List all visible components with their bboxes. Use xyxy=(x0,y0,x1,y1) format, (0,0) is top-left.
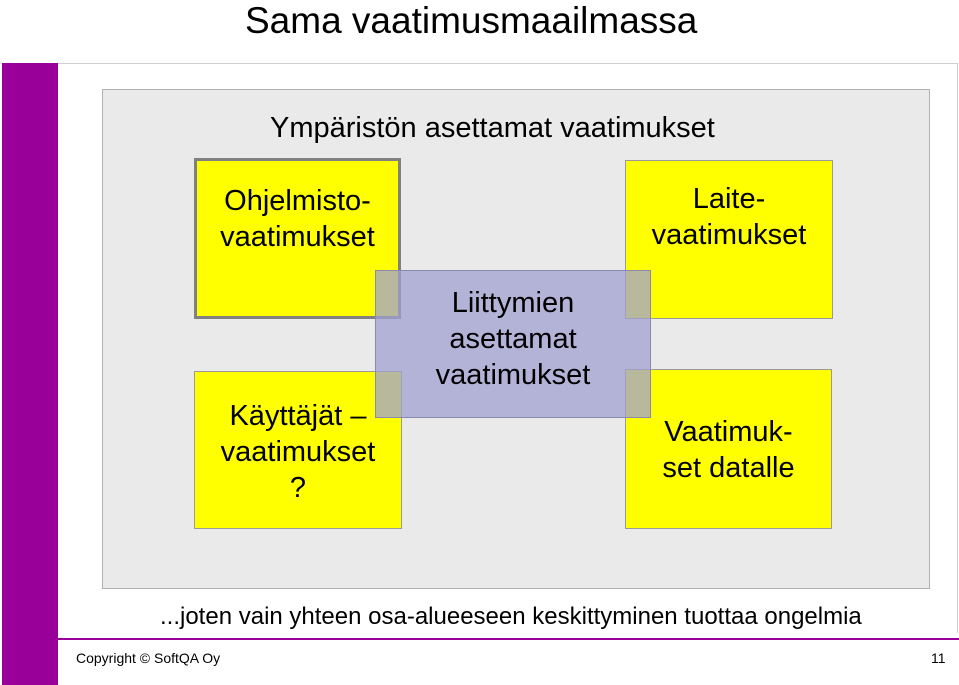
interface-box-line-3: vaatimukset xyxy=(435,359,591,391)
page-number: 11 xyxy=(931,650,946,666)
users-box-line-3: ? xyxy=(289,472,307,504)
software-box-line-1: Ohjelmisto- xyxy=(224,185,371,217)
environment-label: Ympäristön asettamat vaatimukset xyxy=(270,112,715,144)
data-box-line-1: Vaatimuk- xyxy=(664,416,793,448)
interface-box-line-1: Liittymien xyxy=(451,287,575,319)
interface-requirements-box xyxy=(375,270,651,418)
users-box-line-1: Käyttäjät – xyxy=(229,400,367,432)
hardware-box-line-1: Laite- xyxy=(692,183,766,215)
footer-divider xyxy=(58,638,959,640)
bottom-note: ...joten vain yhteen osa-alueeseen keskittyminen tuottaa ongelmia xyxy=(160,603,862,630)
software-requirements-box xyxy=(194,158,401,319)
left-accent-bar xyxy=(2,63,58,685)
data-box-line-2: set datalle xyxy=(662,452,795,484)
data-requirements-box xyxy=(625,369,832,529)
interface-box-line-2: asettamat xyxy=(449,323,577,355)
software-box-line-2: vaatimukset xyxy=(220,221,375,253)
users-box-line-2: vaatimukset xyxy=(220,436,376,468)
copyright-text: Copyright © SoftQA Oy xyxy=(76,650,221,666)
user-requirements-box xyxy=(194,371,402,529)
hardware-box-line-2: vaatimukset xyxy=(651,219,807,251)
slide-title: Sama vaatimusmaailmassa xyxy=(245,0,698,41)
hardware-requirements-box xyxy=(625,160,833,319)
